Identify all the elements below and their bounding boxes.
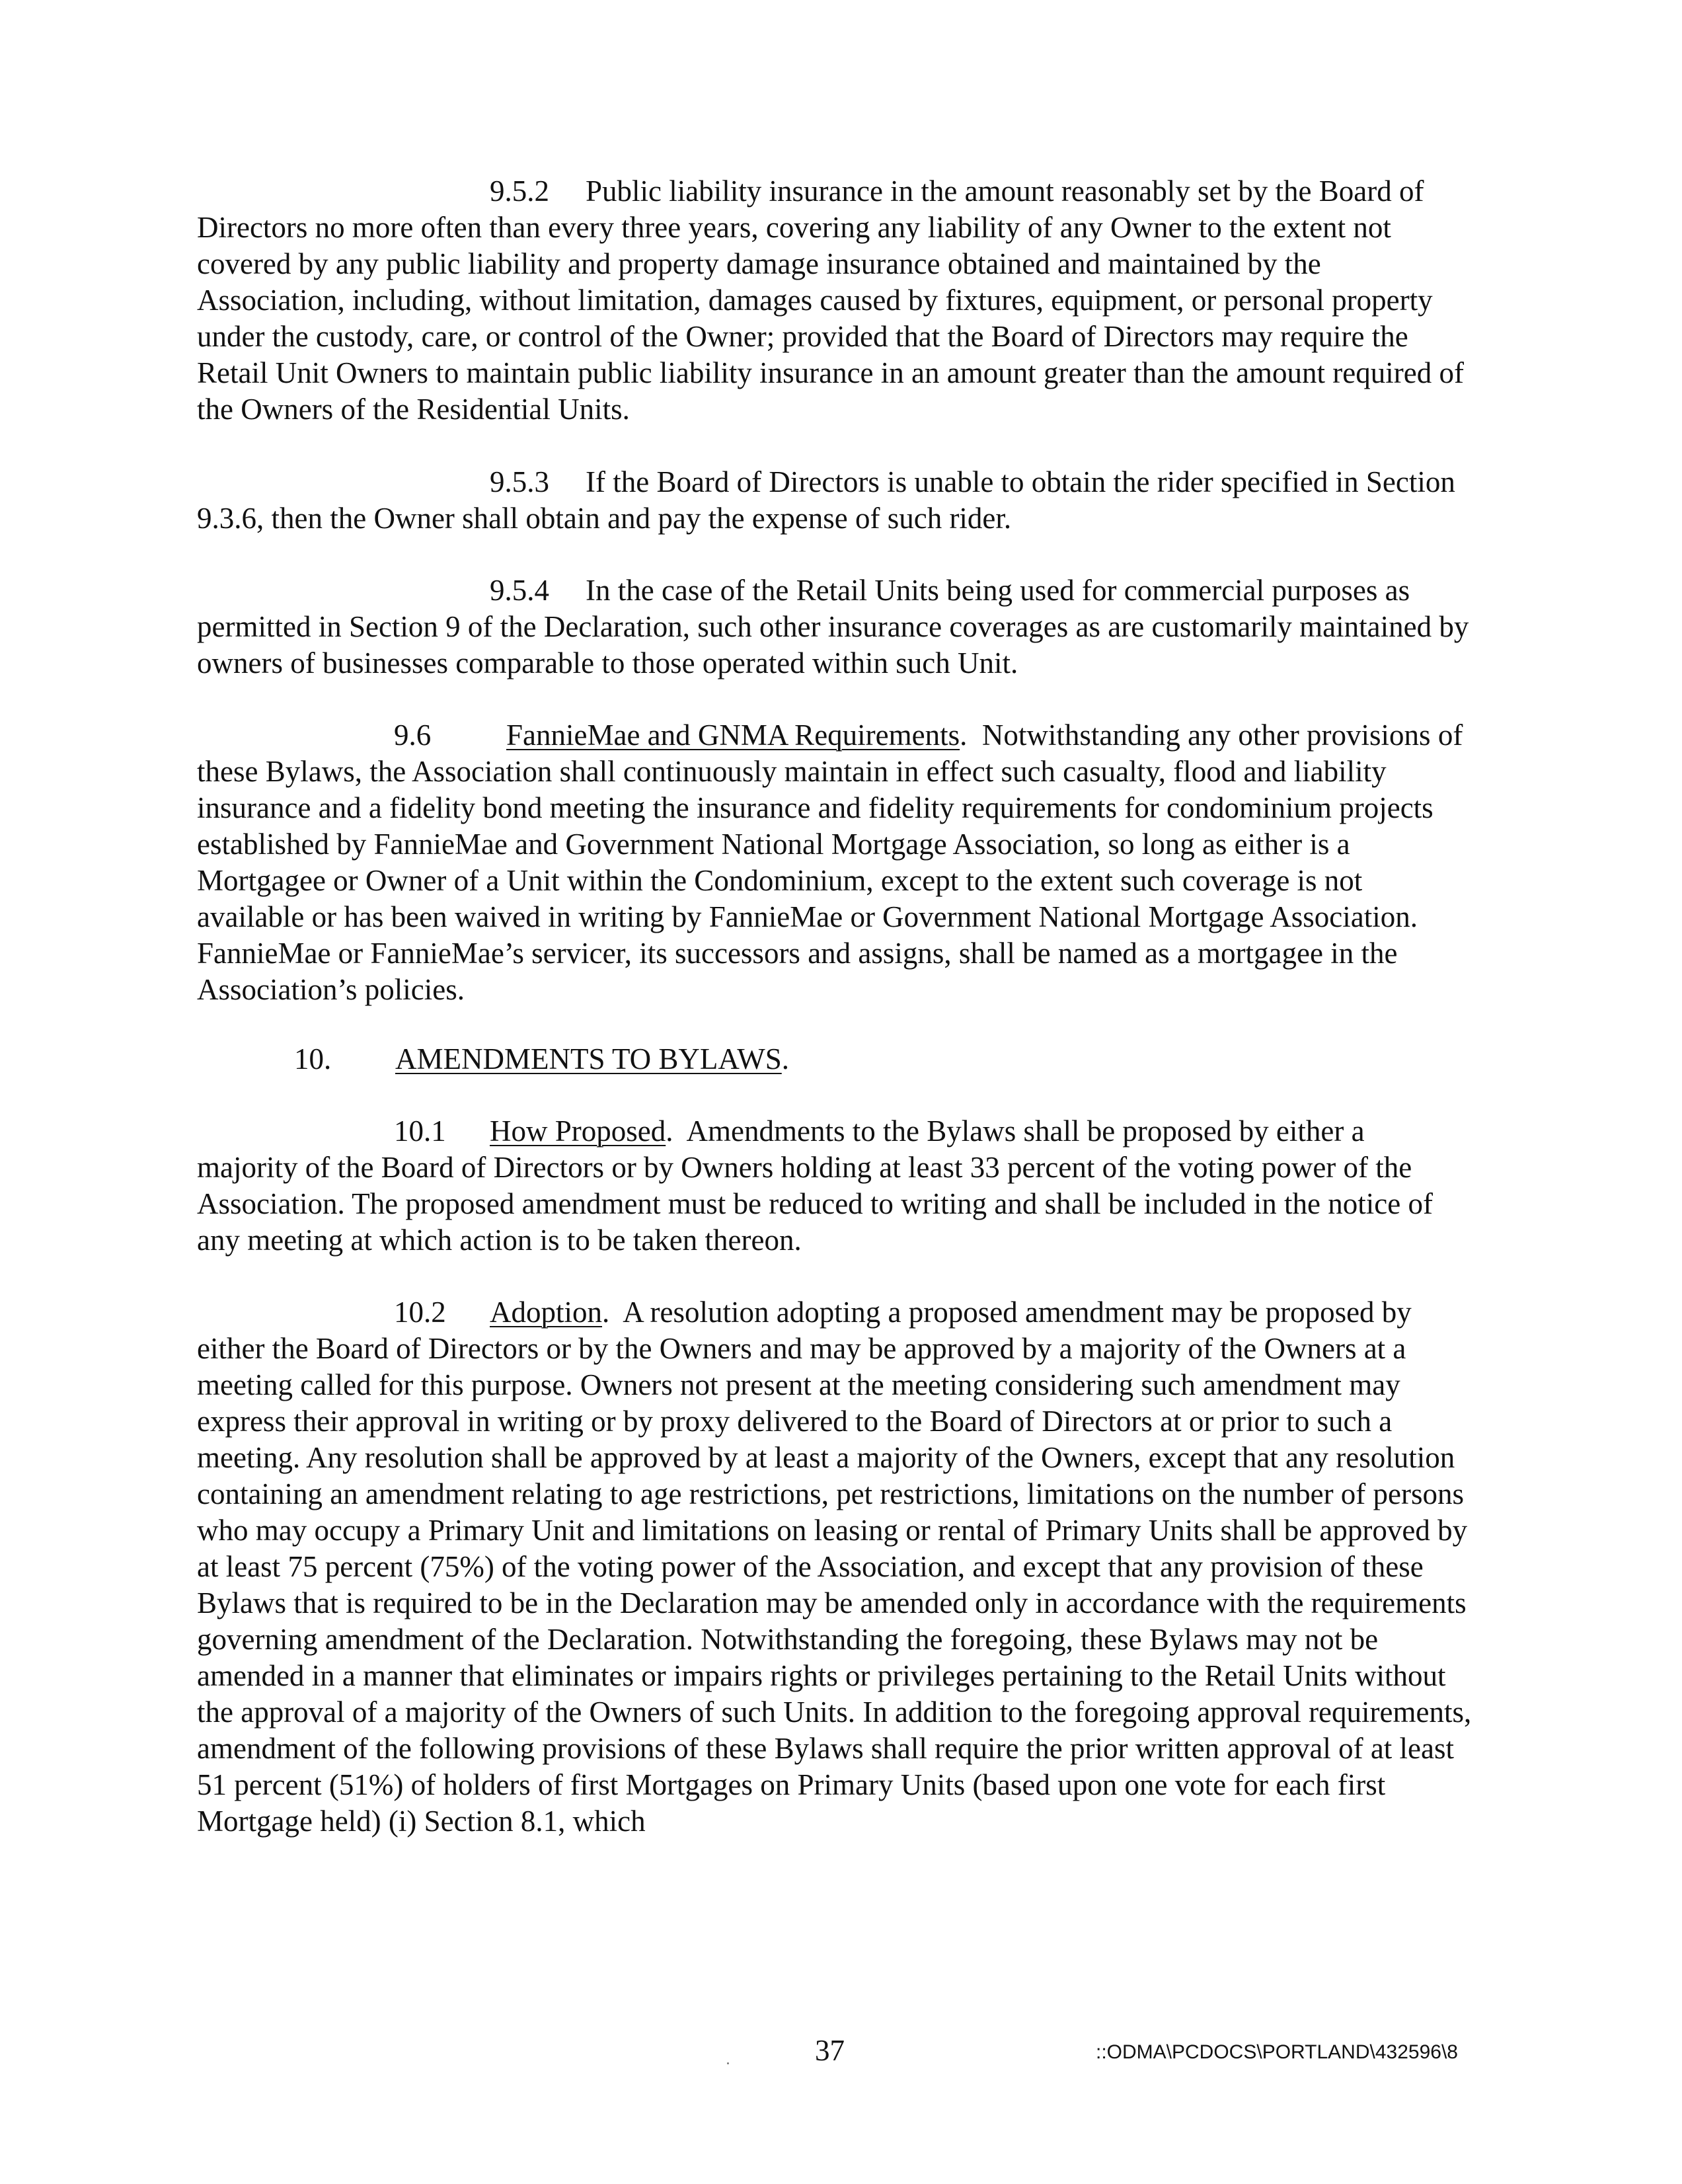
paragraph-9-5-3 <box>197 464 1472 537</box>
paragraph-text: Public liability insurance in the amount reasonably set by the Board of Directors no more often than every three years, covering any liability of any Owner to the extent not covered by any public liability and property damage insurance obtained and maintained by the Association, including, without limitation, damages caused by fixtures, equipment, or personal property under the custody, care, or control of the Owner; provided that the Board of Directors may require the Retail Unit Owners to maintain public liability insurance in an amount greater than the amount required of the Owners of the Residential Units. <box>197 175 1464 426</box>
paragraph-9-5-4 <box>197 572 1472 682</box>
section-number: 9.5.2 <box>490 175 549 208</box>
paragraph-text: If the Board of Directors is unable to obtain the rider specified in Section 9.3.6, then the Owner shall obtain and pay the expense of such rider. <box>197 465 1455 535</box>
section-title: How Proposed <box>490 1114 666 1148</box>
paragraph-text: A resolution adopting a proposed amendment may be proposed by either the Board of Directors or by the Owners and may be approved by a majority of the Owners at a meeting called for this purpose. Owners not present at the meeting considering such amendment may express their approval in writing or by proxy delivered to the Board of Directors at or prior to such a meeting. Any resolution shall be approved by at least a majority of the Owners, except that any resolution containing an amendment relating to age restrictions, pet restrictions, limitations on the number of persons who may occupy a Primary Unit and limitations on leasing or rental of Primary Units shall be approved by at least 75 percent (75%) of the voting power of the Association, and except that any provision of these Bylaws that is required to be in the Declaration may be amended only in accordance with the requirements governing amendment of the Declaration. Notwithstanding the foregoing, these Bylaws may not be amended in a manner that eliminates or impairs rights or privileges pertaining to the Retail Units without the approval of a majority of the Owners of such Units. In addition to the foregoing approval requirements, amendment of the following provisions of these Bylaws shall require the prior written approval of at least 51 percent (51%) of holders of first Mortgages on Primary Units (based upon one vote for each first Mortgage held) (i) Section 8.1, which <box>197 1296 1472 1838</box>
page-number: 37 <box>815 2034 845 2067</box>
paragraph-9-6 <box>197 717 1472 1008</box>
section-title-tail: . <box>666 1114 673 1148</box>
section-title: FannieMae and GNMA Requirements <box>506 719 960 752</box>
article-title-tail: . <box>781 1042 790 1075</box>
section-number: 10.1 <box>394 1114 446 1148</box>
document-id: ::ODMA\PCDOCS\PORTLAND\432596\8 <box>1096 2041 1458 2063</box>
paragraph-text: Notwithstanding any other provisions of these Bylaws, the Association shall continuously maintain in effect such casualty, flood and liability insurance and a fidelity bond meeting the insurance and fidelity requirements for condominium projects established by FannieMae and Government National Mortgage Association, so long as either is a Mortgagee or Owner of a Unit within the Condominium, except to the extent such coverage is not available or has been waived in writing by FannieMae or Government National Mortgage Association. FannieMae or FannieMae’s servicer, its successors and assigns, shall be named as a mortgagee in the Association’s policies. <box>197 719 1463 1006</box>
section-title: Adoption <box>490 1296 603 1329</box>
section-title-tail: . <box>960 719 968 752</box>
paragraph-text: In the case of the Retail Units being used for commercial purposes as permitted in Section 9 of the Declaration, such other insurance coverages as are customarily maintained by owners of businesses comparable to those operated within such Unit. <box>197 574 1469 680</box>
scan-speck <box>727 2062 729 2064</box>
paragraph-text: Amendments to the Bylaws shall be proposed by either a majority of the Board of Directors or by Owners holding at least 33 percent of the voting power of the Association. The proposed amendment must be reduced to writing and shall be included in the notice of any meeting at which action is to be taken thereon. <box>197 1114 1433 1257</box>
section-number: 9.6 <box>394 719 432 752</box>
section-number: 9.5.3 <box>490 465 549 498</box>
paragraph-9-5-2 <box>197 173 1472 428</box>
paragraph-10-2 <box>197 1294 1472 1840</box>
section-number: 9.5.4 <box>490 574 549 607</box>
paragraph-10-1 <box>197 1113 1472 1259</box>
article-number: 10. <box>294 1042 332 1075</box>
section-title-tail: . <box>602 1296 610 1329</box>
section-number: 10.2 <box>394 1296 446 1329</box>
article-heading <box>294 1041 789 1077</box>
article-title: AMENDMENTS TO BYLAWS <box>395 1042 782 1075</box>
